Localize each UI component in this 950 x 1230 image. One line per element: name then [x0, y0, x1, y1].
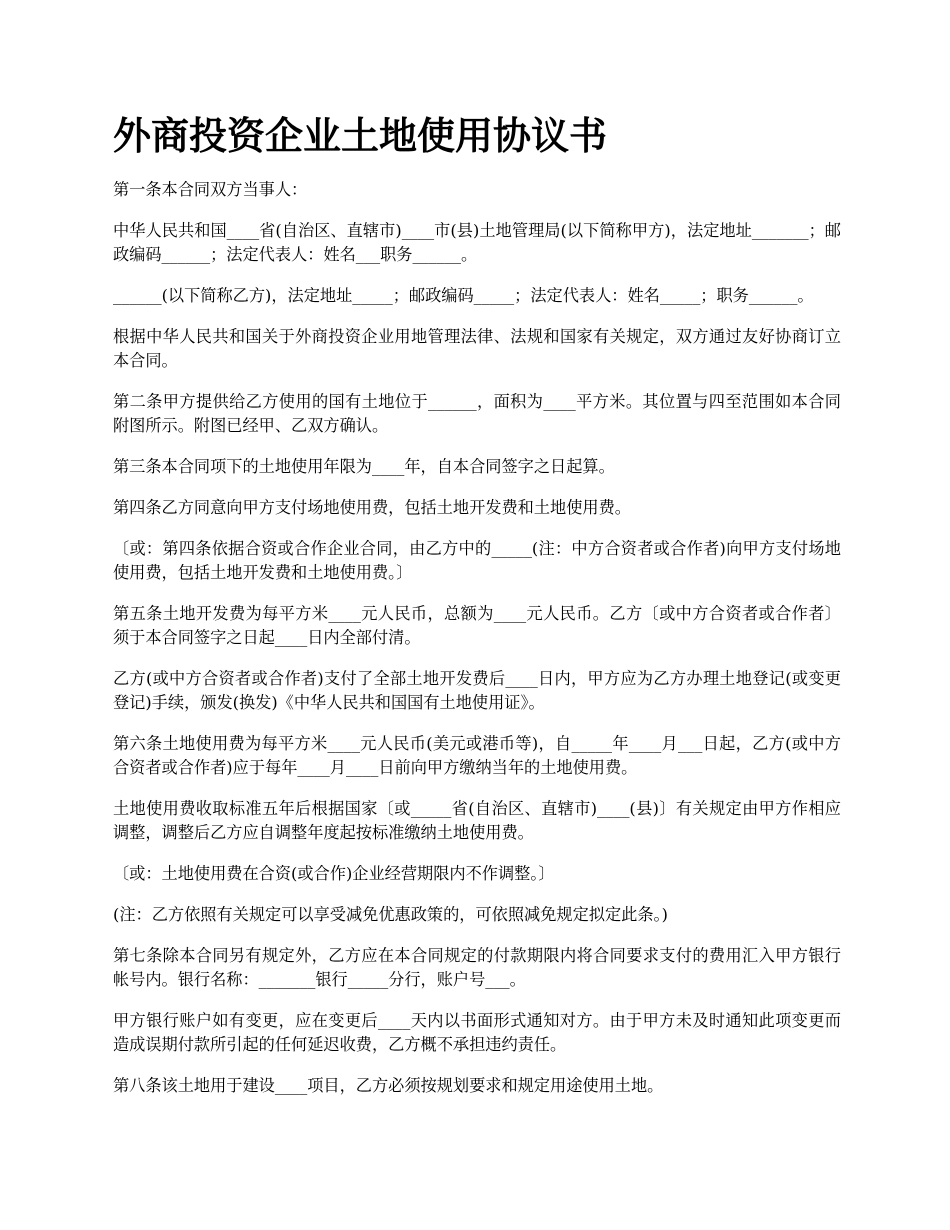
article-7-paragraph: 第七条除本合同另有规定外，乙方应在本合同规定的付款期限内将合同要求支付的费用汇入甲方银行帐号内。银行名称：_______银行_____分行，账户号___。	[113, 946, 841, 989]
party-a-clause: 中华人民共和国____省(自治区、直辖市)____市(县)土地管理局(以下简称甲方)，法定地址_______；邮政编码______；法定代表人：姓名___职务______。	[113, 221, 841, 264]
article-4-alternative: 〔或：第四条依据合资或合作企业合同，由乙方中的_____(注：中方合资者或合作者)向甲方支付场地使用费，包括土地开发费和土地使用费。〕	[113, 539, 841, 582]
land-registration-paragraph: 乙方(或中方合资者或合作者)支付了全部土地开发费后____日内，甲方应为乙方办理土地登记(或变更登记)手续，颁发(换发)《中华人民共和国国有土地使用证》。	[113, 669, 841, 712]
article-1-heading: 第一条本合同双方当事人：	[113, 180, 308, 199]
article-2-paragraph: 第二条甲方提供给乙方使用的国有土地位于______，面积为____平方米。其位置与四至范围如本合同附图所示。附图已经甲、乙双方确认。	[113, 392, 841, 435]
article-6-paragraph: 第六条土地使用费为每平方米____元人民币(美元或港币等)，自_____年____月___日起，乙方(或中方合资者或合作者)应于每年____月____日前向甲方缴纳当年的土地使用费。	[113, 734, 841, 777]
article-8-paragraph: 第八条该土地用于建设____项目，乙方必须按规划要求和规定用途使用土地。	[113, 1076, 664, 1095]
fee-adjustment-paragraph: 土地使用费收取标准五年后根据国家〔或_____省(自治区、直辖市)____(县)〕有关规定由甲方作相应调整，调整后乙方应自调整年度起按标准缴纳土地使用费。	[113, 799, 841, 842]
document-title: 外商投资企业土地使用协议书	[113, 113, 608, 158]
bank-account-change-paragraph: 甲方银行账户如有变更，应在变更后____天内以书面形式通知对方。由于甲方未及时通知此项变更而造成误期付款所引起的任何延迟收费，乙方概不承担违约责任。	[113, 1011, 841, 1054]
exemption-note: (注：乙方依照有关规定可以享受减免优惠政策的，可依照减免规定拟定此条。)	[113, 905, 668, 924]
article-3-paragraph: 第三条本合同项下的土地使用年限为____年，自本合同签字之日起算。	[113, 457, 615, 476]
party-b-clause: ______(以下简称乙方)，法定地址_____；邮政编码_____；法定代表人：姓名_____；职务______。	[113, 286, 814, 305]
fee-no-adjustment-alternative: 〔或：土地使用费在合资(或合作)企业经营期限内不作调整。〕	[113, 864, 555, 883]
document-body	[113, 178, 841, 1115]
article-5-paragraph: 第五条土地开发费为每平方米____元人民币，总额为____元人民币。乙方〔或中方合资者或合作者〕须于本合同签字之日起____日内全部付清。	[113, 604, 841, 647]
preamble-paragraph: 根据中华人民共和国关于外商投资企业用地管理法律、法规和国家有关规定，双方通过友好协商订立本合同。	[113, 327, 841, 370]
article-4-paragraph: 第四条乙方同意向甲方支付场地使用费，包括土地开发费和土地使用费。	[113, 498, 631, 517]
